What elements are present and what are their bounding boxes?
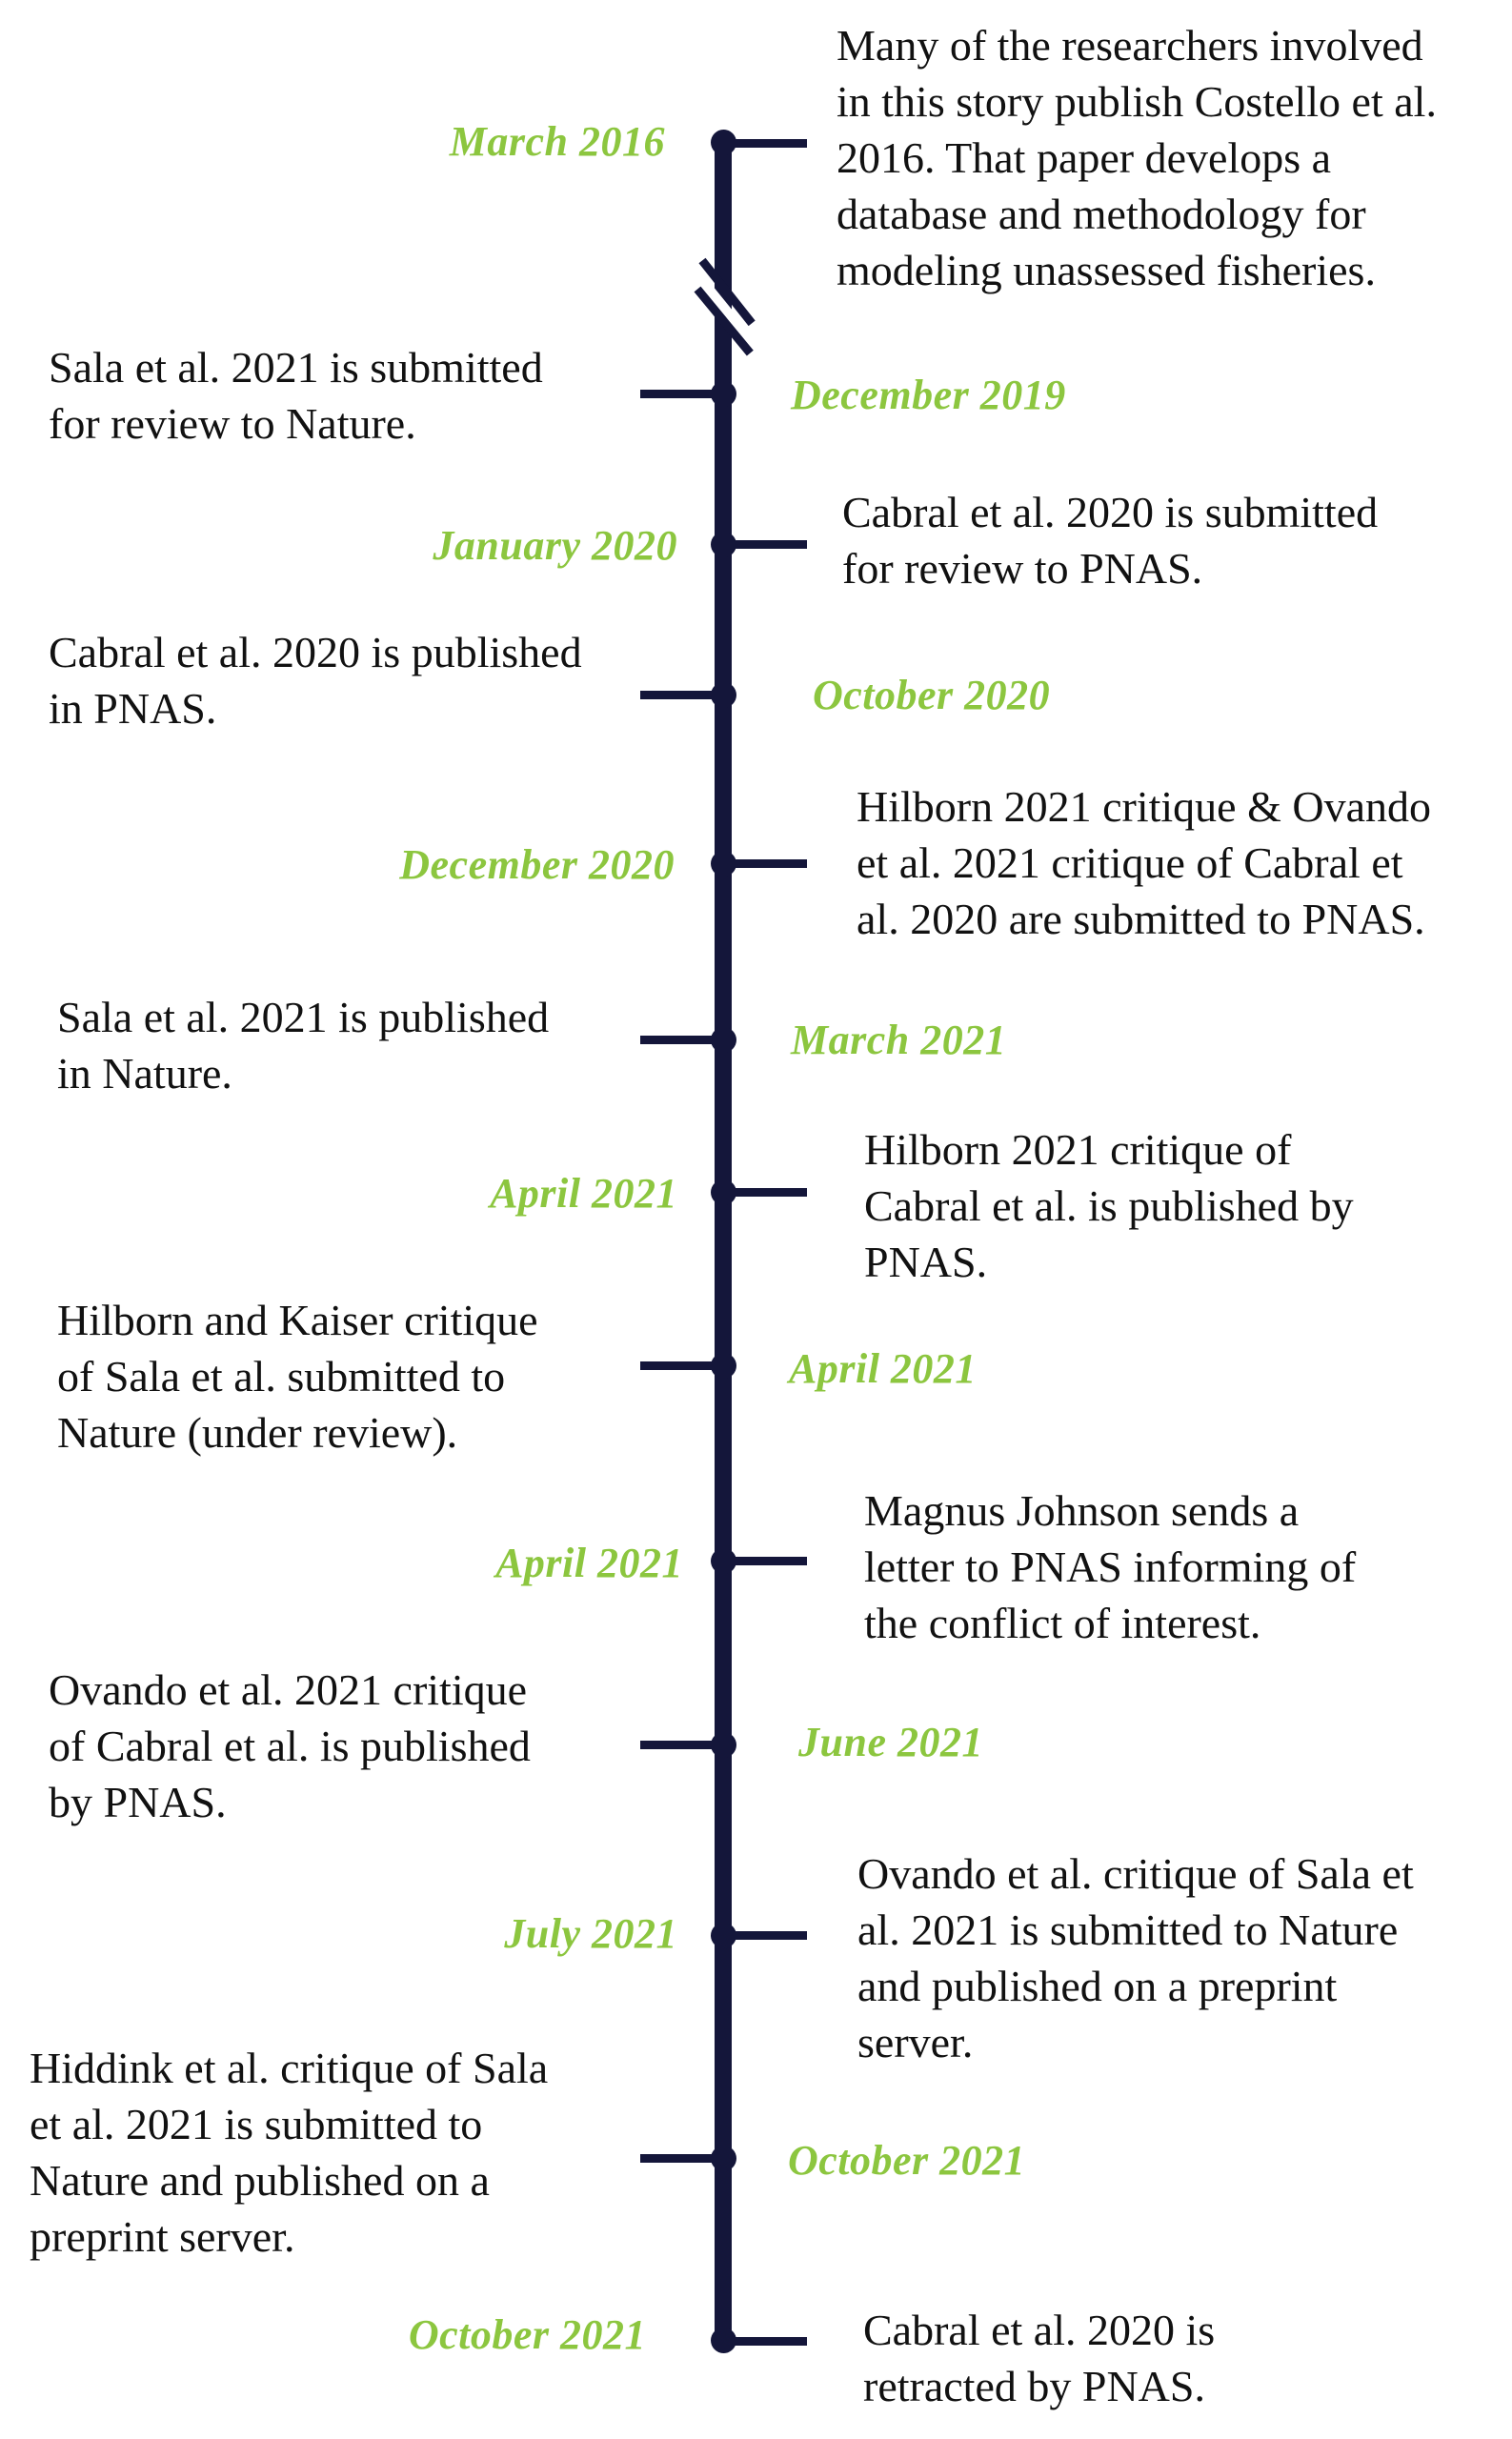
event-description: Cabral et al. 2020 is submitted for review to PNAS. [842, 488, 1379, 593]
event-connector [640, 691, 718, 699]
event-date: December 2020 [399, 841, 675, 888]
event-connector [728, 1188, 807, 1197]
event-connector [728, 139, 807, 148]
event-connector [640, 1361, 718, 1370]
event-connector [728, 859, 807, 868]
event-date: December 2019 [791, 372, 1066, 418]
event-description: Sala et al. 2021 is published in Nature. [57, 993, 550, 1098]
event-description: Hilborn 2021 critique of Cabral et al. is published by PNAS. [864, 1125, 1354, 1286]
event-connector [728, 1557, 807, 1565]
event-date: July 2021 [504, 1910, 677, 1957]
event-description: Ovando et al. 2021 critique of Cabral et al. is published by PNAS. [49, 1665, 531, 1826]
timeline-spine [715, 143, 732, 2341]
event-date: April 2021 [495, 1540, 683, 1586]
event-connector [640, 1741, 718, 1749]
event-date: October 2021 [408, 2311, 646, 2358]
event-date: March 2021 [791, 1017, 1007, 1063]
event-description: Hiddink et al. critique of Sala et al. 2021 is submitted to Nature and published on a preprint server. [30, 2044, 549, 2261]
event-date: April 2021 [789, 1345, 977, 1392]
event-date: January 2020 [433, 522, 677, 569]
event-date: April 2021 [490, 1170, 677, 1217]
event-description: Sala et al. 2021 is submitted for review to Nature. [49, 343, 543, 448]
event-description: Hilborn 2021 critique & Ovando et al. 2021 critique of Cabral et al. 2020 are submitted to PNAS. [857, 782, 1432, 943]
event-date: June 2021 [798, 1719, 983, 1765]
event-date: March 2016 [449, 118, 665, 165]
event-description: Cabral et al. 2020 is retracted by PNAS. [863, 2306, 1216, 2410]
event-connector [640, 1036, 718, 1044]
event-description: Many of the researchers involved in this story publish Costello et al. 2016. That paper develops a database and methodology for modeling unassessed fisheries. [837, 21, 1437, 294]
event-description: Magnus Johnson sends a letter to PNAS informing of the conflict of interest. [864, 1486, 1357, 1647]
event-description: Ovando et al. critique of Sala et al. 2021 is submitted to Nature and published on a preprint server. [857, 1849, 1414, 2066]
event-date: October 2021 [788, 2137, 1026, 2184]
event-description: Hilborn and Kaiser critique of Sala et al. submitted to Nature (under review). [57, 1296, 538, 1457]
event-date: October 2020 [813, 672, 1051, 718]
event-connector [728, 540, 807, 549]
event-description: Cabral et al. 2020 is published in PNAS. [49, 628, 582, 733]
event-connector [640, 390, 718, 398]
event-connector [640, 2154, 718, 2163]
event-connector [728, 2337, 807, 2346]
event-connector [728, 1931, 807, 1940]
